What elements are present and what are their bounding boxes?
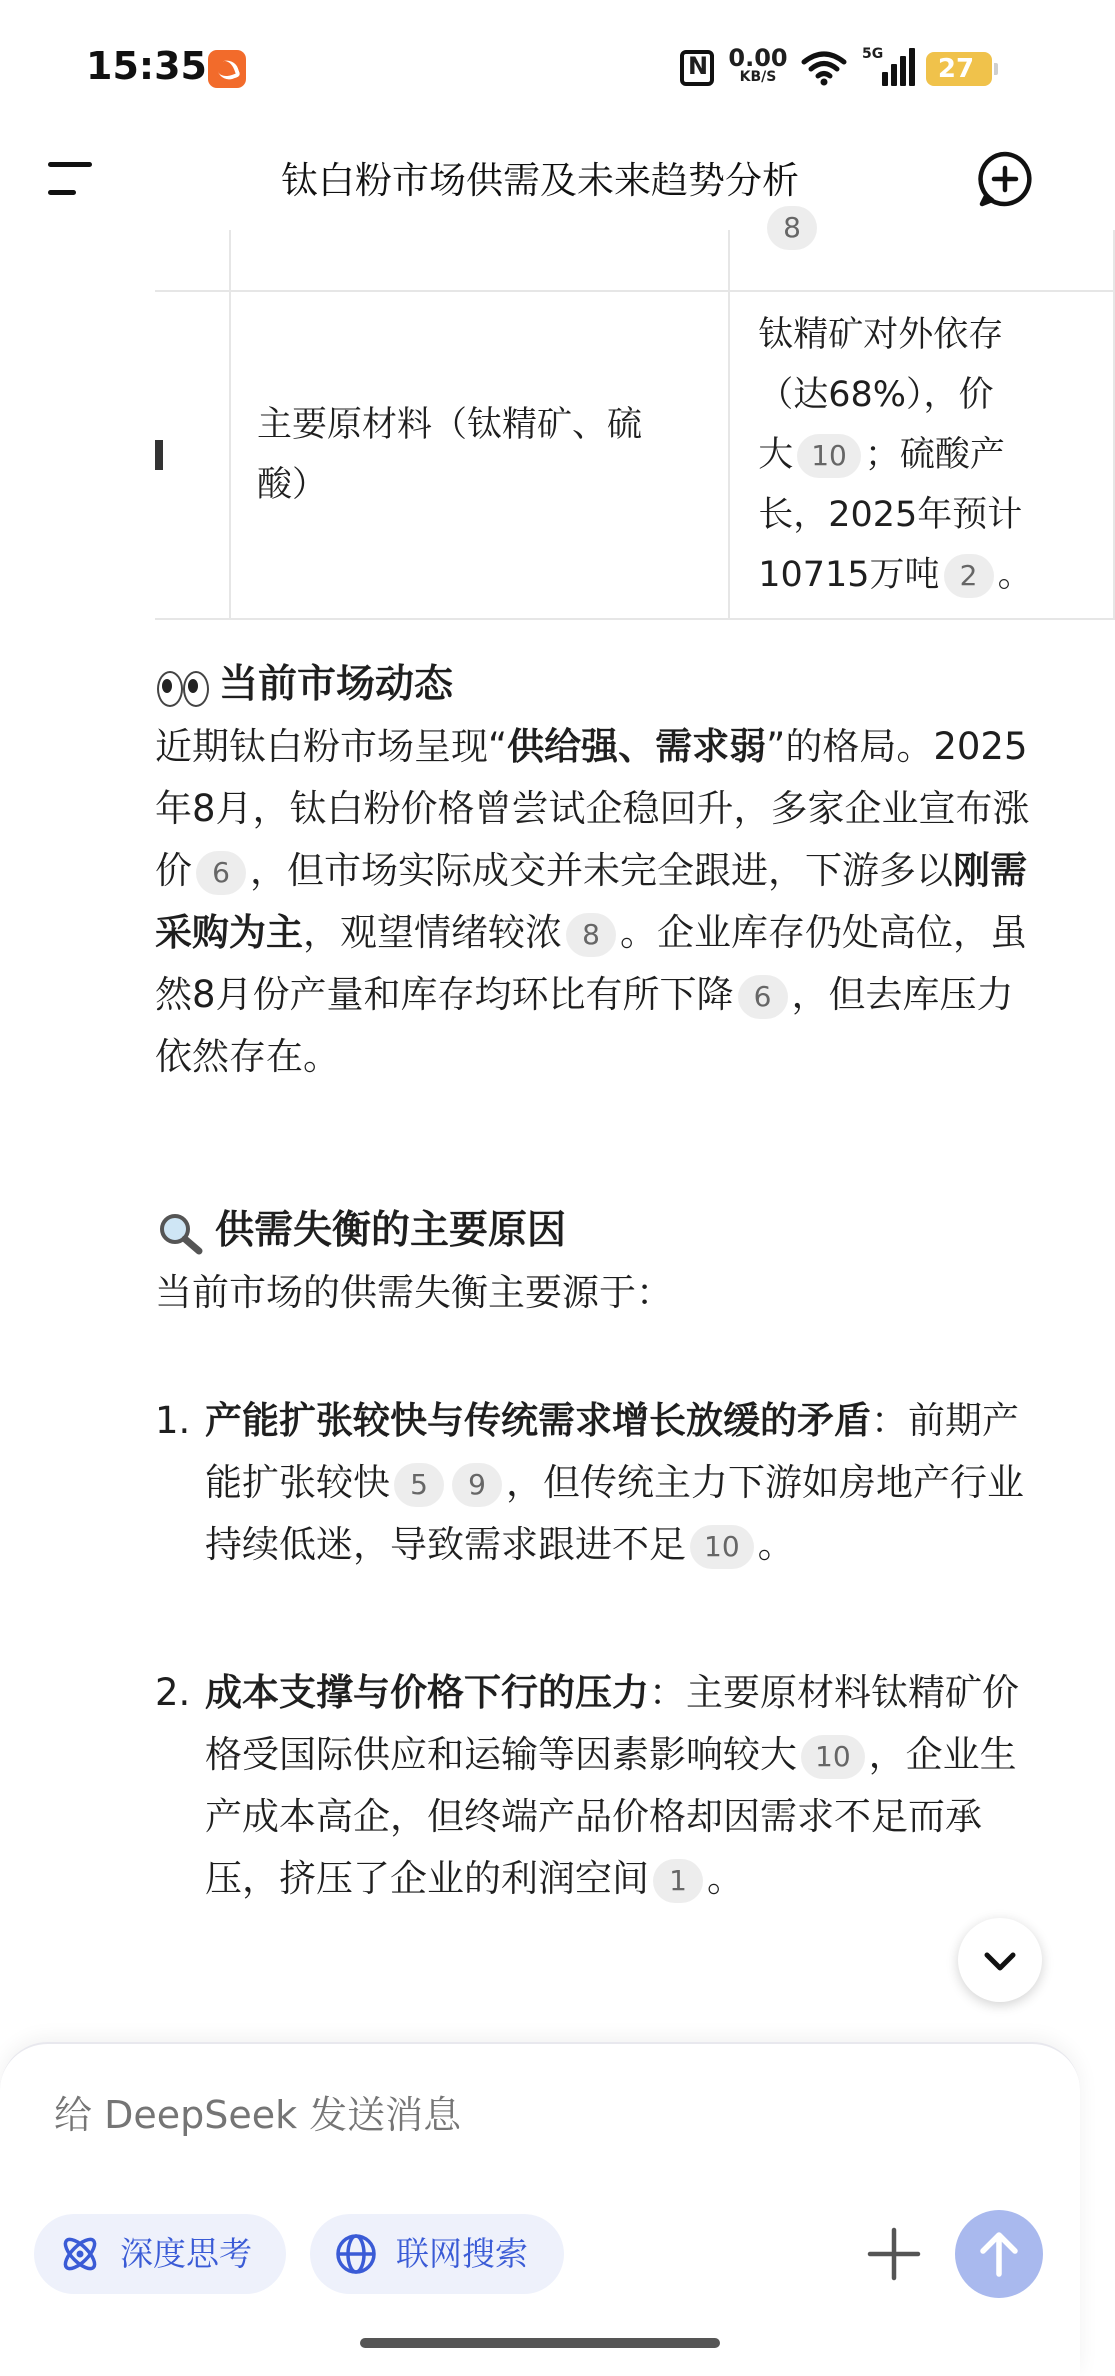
net-speed-unit: KB/S [739, 69, 777, 85]
chat-header [0, 130, 1080, 230]
send-button[interactable] [955, 2210, 1043, 2298]
citation-badge[interactable]: 10 [801, 1735, 865, 1779]
home-indicator [360, 2338, 720, 2348]
citation-badge[interactable]: 10 [797, 434, 861, 478]
deep-think-label: 深度思考 [120, 2234, 252, 2273]
citation-badge[interactable]: 6 [738, 975, 788, 1019]
cell-text: 钛精矿对外依存 [758, 315, 1004, 355]
bold-text: 成本支撑与价格下行的压力 [205, 1671, 649, 1714]
table-cell [155, 291, 230, 619]
deep-think-toggle[interactable] [34, 2214, 286, 2294]
table-row [155, 291, 1114, 619]
cell-text: 。 [997, 555, 1033, 595]
chat-content[interactable]: 主要原材料（钛精矿、硫酸） 钛精矿对外依存 （达68%），价 大 10 ；硫酸产 长，2025年预计 10715万吨 2 。 8 当前市场动态 近期钛白粉市场呈现“供给强、需求弱”的格局。2025年8月，钛白粉价格曾尝试企稳回升，多家企业宣布涨价 6 ，但市场实际成交并未完全跟进，下游多以刚需采购为主，观望情绪较浓 8 。企业库存仍处高位，虽然8月份产量和库存均环比有所下降 6 ，但去库压力依然存在。 供需失衡的主要原因 当前市场的供需失衡主要源于： 1. 产能扩张较快与传统需求增长放缓的矛盾：前期产能扩张较快 5 9 ，但传统主力下游如房地产行业持续低迷，导致需求跟进不足 10 。 2. 成本支撑与价格下行的压力：主要原材料钛精矿价格受国际供应和运输等因素影响较大 10 ，企业生产成本高企，但终端产品价格却因需求不足而承压，挤压了企业的利润空间 1 。 [155, 230, 1040, 2050]
citation-badge[interactable]: 6 [196, 851, 246, 895]
eyes-emoji-icon [155, 667, 209, 707]
battery-icon [926, 52, 992, 86]
heading-text: 当前市场动态 [219, 662, 454, 707]
nfc-icon [680, 50, 714, 86]
cell-text: 大 [758, 435, 794, 475]
cell-text: ；硫酸产 [864, 435, 1005, 475]
atom-icon [58, 2232, 102, 2276]
citation-badge[interactable]: 10 [690, 1525, 754, 1569]
status-bar [0, 0, 1080, 130]
citation-badge[interactable]: 2 [944, 554, 994, 598]
list-number: 2. [155, 1671, 191, 1714]
status-time: 15:35 [86, 44, 207, 88]
cell-text: （达68%），价 [758, 375, 994, 415]
magnifier-emoji-icon [155, 1211, 205, 1255]
citation-badge[interactable]: 1 [653, 1859, 703, 1903]
cell-signal-icon [862, 46, 912, 86]
table-cell [230, 291, 729, 619]
citation-badge[interactable]: 8 [767, 206, 817, 250]
heading-text: 供需失衡的主要原因 [215, 1208, 567, 1253]
web-search-toggle[interactable] [310, 2214, 564, 2294]
new-chat-plus-icon[interactable] [976, 150, 1034, 208]
notification-app-icon [208, 50, 246, 88]
data-table[interactable] [155, 211, 1040, 606]
section-heading [155, 1200, 1040, 1262]
market-paragraph: 近期钛白粉市场呈现“供给强、需求弱”的格局。2025年8月，钛白粉价格曾尝试企稳回升，多家企业宣布涨价 6 ，但市场实际成交并未完全跟进，下游多以刚需采购为主，观望情绪较浓 8 。企业库存仍处高位，虽然8月份产量和库存均环比有所下降 6 ，但去库压力依然存在。 [155, 725, 1030, 1078]
citation-badge[interactable]: 5 [394, 1463, 444, 1507]
reasons-intro: 当前市场的供需失衡主要源于： [155, 1271, 673, 1314]
page-title: 钛白粉市场供需及未来趋势分析 [281, 159, 799, 202]
bold-text: 产能扩张较快与传统需求增长放缓的矛盾 [205, 1399, 871, 1442]
section-reasons [155, 1200, 1040, 1324]
network-type: 5G [862, 46, 884, 62]
bold-text: 供给强、需求弱 [507, 725, 767, 768]
attach-plus-icon[interactable] [866, 2226, 922, 2282]
message-input[interactable] [52, 2084, 876, 2146]
net-speed-value: 0.00 [728, 44, 788, 72]
bold-text: 刚需采购为主 [155, 849, 1027, 954]
cell-text: 长，2025年预计 [758, 495, 1023, 535]
table-cell [729, 291, 1114, 619]
section-heading [155, 654, 1040, 716]
raw-material-label: 主要原材料（钛精矿、硫酸） [257, 405, 643, 505]
wifi-icon [800, 50, 848, 86]
list-number: 1. [155, 1399, 191, 1442]
web-search-label: 联网搜索 [396, 2234, 528, 2273]
scroll-to-bottom-button[interactable] [958, 1918, 1042, 2002]
message-composer [0, 2042, 1080, 2376]
table-row [155, 230, 1114, 291]
citation-badge[interactable]: 8 [566, 913, 616, 957]
citation-badge[interactable]: 9 [452, 1463, 502, 1507]
chevron-down-icon [958, 1918, 1042, 2002]
globe-icon [334, 2232, 378, 2276]
cell-text: 10715万吨 [758, 555, 940, 595]
menu-icon[interactable] [48, 160, 94, 196]
section-market [155, 654, 1040, 1088]
net-speed [728, 46, 788, 84]
battery-level: 27 [937, 54, 975, 84]
arrow-up-icon [955, 2210, 1043, 2298]
